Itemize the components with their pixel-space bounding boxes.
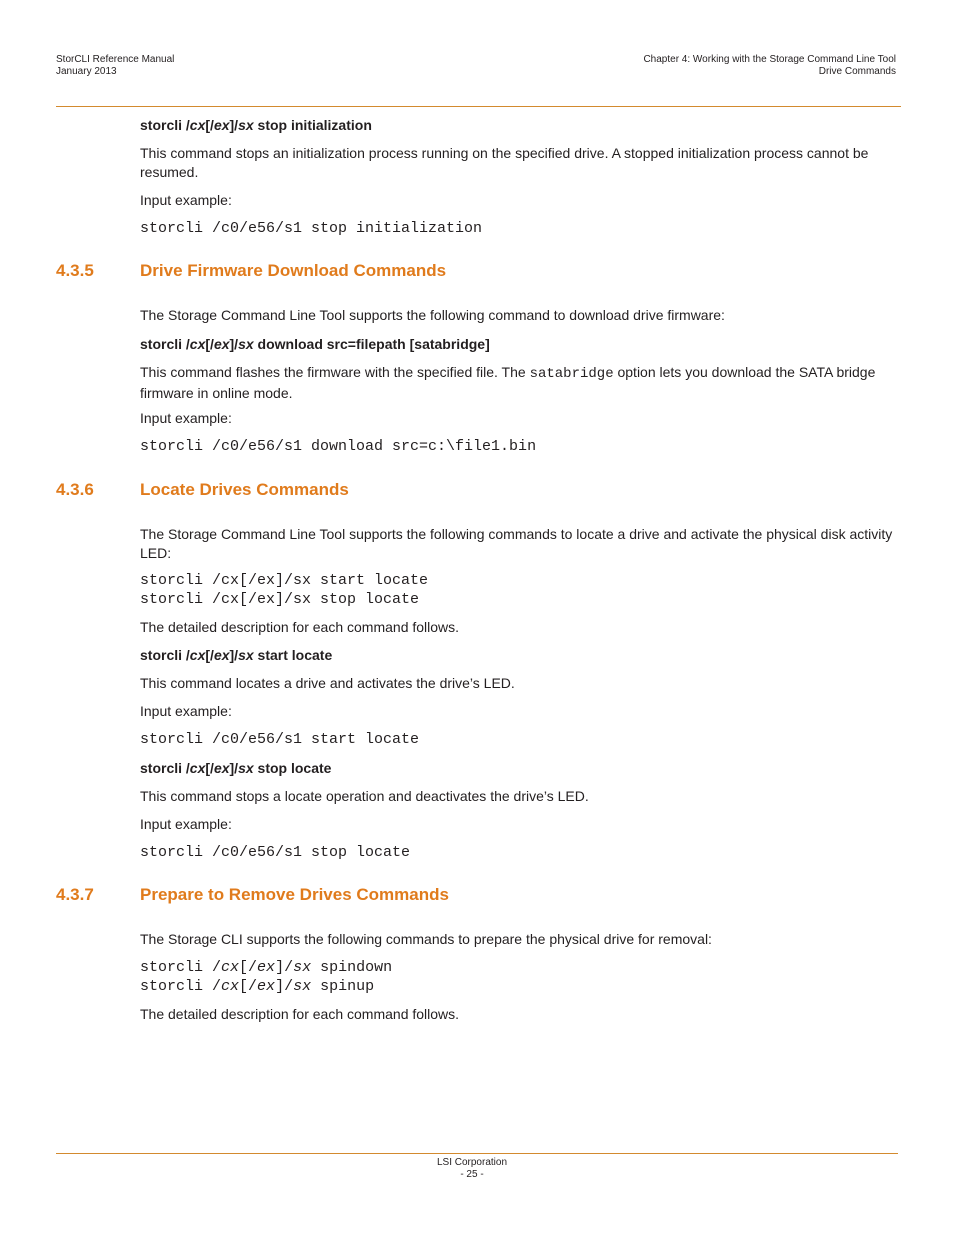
- code-line: storcli /cx[/ex]/sx stop locate: [140, 591, 420, 608]
- page-header-left: [56, 54, 174, 78]
- code-line: storcli /cx[/ex]/sx start locate: [140, 572, 429, 589]
- command-description: This command stops a locate operation and deactivates the drive’s LED.: [140, 788, 589, 804]
- command-heading: storcli /cx[/ex]/sx download src=filepath [satabridge]: [140, 336, 490, 352]
- command-heading: storcli /cx[/ex]/sx start locate: [140, 647, 333, 663]
- section-number: 4.3.5: [56, 261, 94, 280]
- section-heading: Locate Drives Commands: [140, 480, 349, 499]
- command-description: This command stops an initialization process running on the specified drive. A stopped initialization process cannot be resumed.: [140, 145, 869, 180]
- section-title: Drive Commands: [818, 66, 896, 77]
- code-line: storcli /cx[/ex]/sx spindown: [140, 959, 393, 976]
- page-header-right: [643, 54, 896, 78]
- manual-date: January 2013: [56, 66, 117, 77]
- footer-company: LSI Corporation: [436, 1157, 508, 1168]
- section-intro: The Storage Command Line Tool supports the following command to download drive firmware:: [140, 307, 725, 323]
- command-description: This command locates a drive and activates the drive’s LED.: [140, 675, 515, 691]
- header-rule: [56, 106, 901, 107]
- input-example-label: Input example:: [140, 703, 232, 719]
- footer-rule: [56, 1153, 898, 1154]
- chapter-title: Chapter 4: Working with the Storage Command Line Tool: [643, 54, 896, 65]
- code-example: storcli /c0/e56/s1 download src=c:\file1.bin: [140, 438, 537, 455]
- code-line: storcli /cx[/ex]/sx spinup: [140, 978, 375, 995]
- followup-text: The detailed description for each command follows.: [140, 1006, 460, 1022]
- section-number: 4.3.7: [56, 885, 94, 904]
- section-number: 4.3.6: [56, 480, 94, 499]
- code-example: storcli /c0/e56/s1 start locate: [140, 731, 420, 748]
- followup-text: The detailed description for each command follows.: [140, 619, 460, 635]
- input-example-label: Input example:: [140, 410, 232, 426]
- command-description: This command flashes the firmware with the specified file. The satabridge option lets you download the SATA bridge firmware in online mode.: [140, 364, 876, 401]
- code-example: storcli /c0/e56/s1 stop initialization: [140, 220, 483, 237]
- inline-code: satabridge: [529, 366, 614, 382]
- section-heading: Prepare to Remove Drives Commands: [140, 885, 449, 904]
- page-footer: [0, 1157, 944, 1181]
- command-heading: storcli /cx[/ex]/sx stop initialization: [140, 117, 372, 133]
- input-example-label: Input example:: [140, 816, 232, 832]
- code-example: storcli /c0/e56/s1 stop locate: [140, 844, 411, 861]
- section-intro: The Storage Command Line Tool supports the following commands to locate a drive and activate the physical disk activity LED:: [140, 526, 893, 561]
- input-example-label: Input example:: [140, 192, 232, 208]
- manual-title: StorCLI Reference Manual: [56, 54, 175, 65]
- page-number: - 25 -: [460, 1169, 484, 1180]
- section-heading: Drive Firmware Download Commands: [140, 261, 447, 280]
- section-intro: The Storage CLI supports the following commands to prepare the physical drive for removal:: [140, 931, 712, 947]
- command-heading: storcli /cx[/ex]/sx stop locate: [140, 760, 332, 776]
